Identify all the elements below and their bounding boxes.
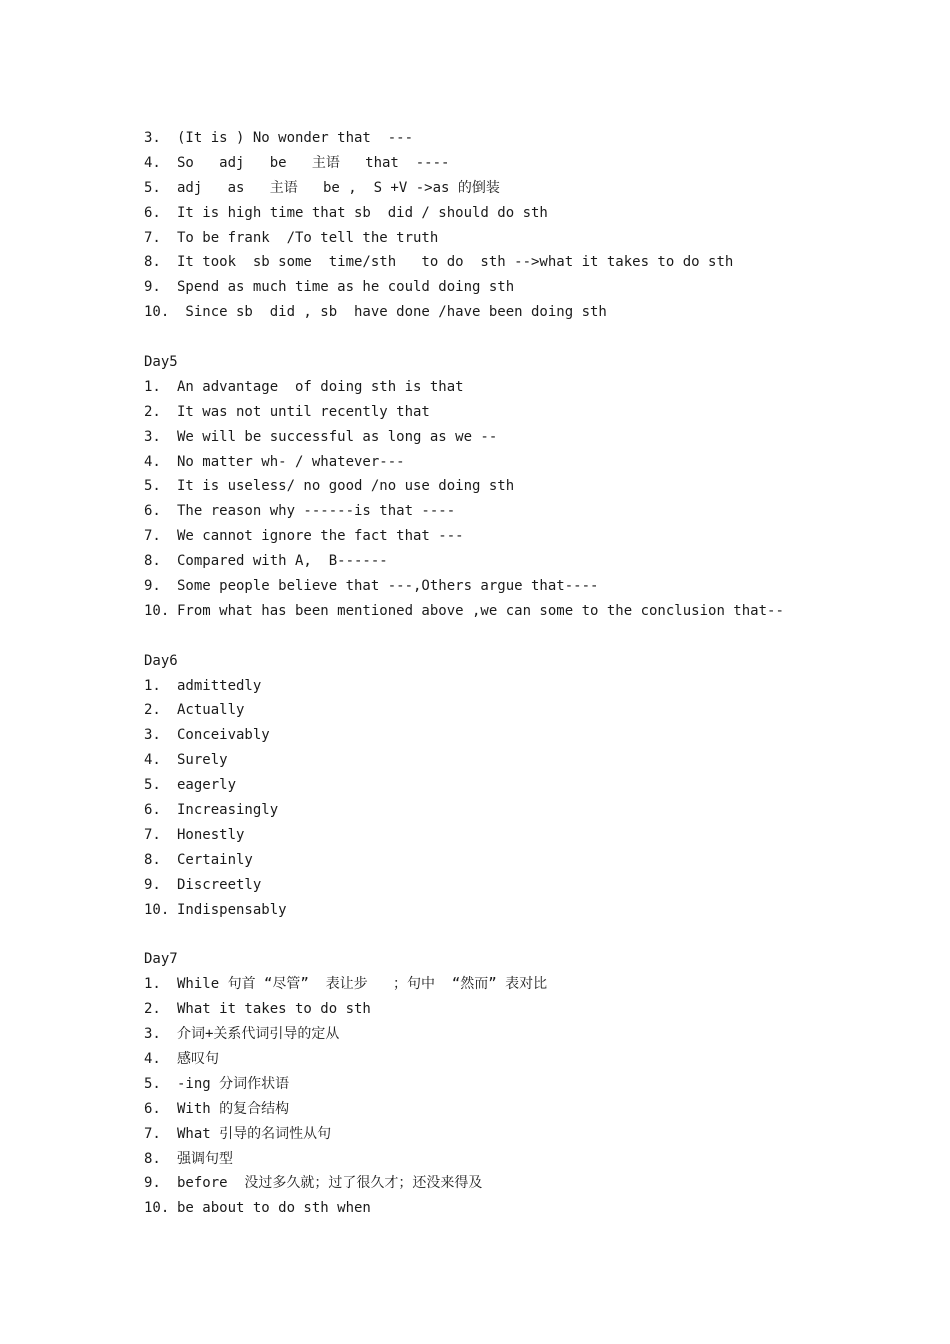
item-number: 5. [144, 1075, 161, 1092]
item-text: before 没过多久就；过了很久才；还没来得及 [177, 1175, 483, 1192]
item-text: -ing 分词作状语 [177, 1075, 290, 1092]
top-list [144, 126, 904, 325]
list-item [144, 425, 904, 450]
day7-heading: Day7 [144, 951, 178, 968]
item-text: 介词+关系代词引导的定从 [177, 1026, 340, 1043]
item-text: admittedly [177, 677, 262, 694]
item-text: With 的复合结构 [177, 1100, 290, 1117]
item-number: 3. [144, 727, 161, 744]
item-text: Surely [177, 752, 228, 769]
item-number: 9. [144, 279, 161, 296]
item-text: eagerly [177, 777, 237, 794]
list-item [144, 1072, 904, 1097]
item-number: 8. [144, 851, 161, 868]
item-text: It took sb some time/sth to do sth -->what it takes to do sth [177, 254, 734, 271]
list-item [144, 1171, 904, 1196]
item-number: 8. [144, 254, 161, 271]
list-item [144, 1047, 904, 1072]
document-body [144, 126, 904, 1221]
list-item [144, 226, 904, 251]
list-item [144, 873, 904, 898]
day6-section [144, 649, 904, 923]
item-text: We cannot ignore the fact that --- [177, 528, 464, 545]
item-number: 7. [144, 528, 161, 545]
item-text: Discreetly [177, 876, 262, 893]
list-item [144, 474, 904, 499]
day5-heading: Day5 [144, 354, 178, 371]
item-number: 6. [144, 204, 161, 221]
item-number: 6. [144, 1100, 161, 1117]
list-item [144, 798, 904, 823]
list-item [144, 499, 904, 524]
item-number: 2. [144, 403, 161, 420]
item-number: 9. [144, 876, 161, 893]
list-item [144, 300, 904, 325]
item-number: 9. [144, 1175, 161, 1192]
item-text: Compared with A, B------ [177, 553, 388, 570]
list-item [144, 1097, 904, 1122]
list-item [144, 151, 904, 176]
item-number: 10. [144, 304, 170, 321]
item-number: 5. [144, 179, 161, 196]
list-item [144, 201, 904, 226]
item-text: While 句首 “尽管” 表让步 ；句中 “然而” 表对比 [177, 976, 548, 993]
day7-section [144, 947, 904, 1221]
list-item [144, 823, 904, 848]
list-item [144, 524, 904, 549]
list-item [144, 375, 904, 400]
item-text: Spend as much time as he could doing sth [177, 279, 515, 296]
item-text: adj as 主语 be , S +V ->as 的倒装 [177, 179, 500, 196]
list-item [144, 1196, 904, 1221]
item-text: We will be successful as long as we -- [177, 428, 498, 445]
list-item [144, 698, 904, 723]
item-number: 3. [144, 428, 161, 445]
item-number: 8. [144, 1150, 161, 1167]
item-text: What it takes to do sth [177, 1001, 371, 1018]
item-number: 2. [144, 702, 161, 719]
item-text: 强调句型 [177, 1150, 233, 1167]
item-number: 10. [144, 901, 170, 918]
item-text: It was not until recently that [177, 403, 430, 420]
item-number: 3. [144, 130, 161, 146]
list-item [144, 400, 904, 425]
item-number: 4. [144, 1050, 161, 1067]
list-item [144, 674, 904, 699]
item-text: (It is ) No wonder that --- [177, 130, 414, 146]
item-text: Increasingly [177, 802, 279, 819]
list-item [144, 1022, 904, 1047]
list-item [144, 748, 904, 773]
list-item [144, 549, 904, 574]
item-text: Conceivably [177, 727, 270, 744]
list-item [144, 450, 904, 475]
item-text: The reason why ------is that ---- [177, 503, 456, 520]
item-number: 7. [144, 1125, 161, 1142]
list-item [144, 773, 904, 798]
item-number: 10. [144, 602, 170, 619]
list-item [144, 723, 904, 748]
item-text: 感叹句 [177, 1050, 219, 1067]
item-number: 9. [144, 578, 161, 595]
item-number: 3. [144, 1026, 161, 1043]
spacer [144, 325, 904, 350]
list-item [144, 898, 904, 923]
item-number: 1. [144, 976, 161, 993]
spacer [144, 923, 904, 948]
item-number: 4. [144, 453, 161, 470]
item-text: From what has been mentioned above ,we can some to the conclusion that-- [177, 602, 784, 619]
item-number: 6. [144, 503, 161, 520]
list-item [144, 972, 904, 997]
list-item [144, 1147, 904, 1172]
item-number: 4. [144, 154, 161, 171]
item-text: So adj be 主语 that ---- [177, 154, 450, 171]
item-text: Honestly [177, 826, 245, 843]
item-number: 6. [144, 802, 161, 819]
item-text: To be frank /To tell the truth [177, 229, 439, 246]
list-item [144, 599, 904, 624]
item-number: 7. [144, 229, 161, 246]
day6-heading: Day6 [144, 652, 178, 669]
item-text: Since sb did , sb have done /have been doing sth [177, 304, 607, 321]
item-number: 1. [144, 677, 161, 694]
list-item [144, 848, 904, 873]
spacer [144, 624, 904, 649]
item-text: be about to do sth when [177, 1200, 371, 1217]
list-item [144, 176, 904, 201]
list-item [144, 126, 904, 151]
item-number: 7. [144, 826, 161, 843]
item-number: 4. [144, 752, 161, 769]
list-item [144, 1122, 904, 1147]
item-text: An advantage of doing sth is that [177, 378, 464, 395]
item-number: 2. [144, 1001, 161, 1018]
item-text: It is useless/ no good /no use doing sth [177, 478, 515, 495]
list-item [144, 574, 904, 599]
item-number: 5. [144, 777, 161, 794]
item-text: Actually [177, 702, 245, 719]
item-text: No matter wh- / whatever--- [177, 453, 405, 470]
item-number: 8. [144, 553, 161, 570]
item-number: 1. [144, 378, 161, 395]
item-number: 10. [144, 1200, 170, 1217]
list-item [144, 997, 904, 1022]
list-item [144, 275, 904, 300]
item-text: It is high time that sb did / should do sth [177, 204, 548, 221]
item-text: Some people believe that ---,Others argue that---- [177, 578, 599, 595]
item-number: 5. [144, 478, 161, 495]
item-text: Indispensably [177, 901, 287, 918]
list-item [144, 250, 904, 275]
day5-section [144, 350, 904, 624]
item-text: Certainly [177, 851, 253, 868]
item-text: What 引导的名词性从句 [177, 1125, 332, 1142]
